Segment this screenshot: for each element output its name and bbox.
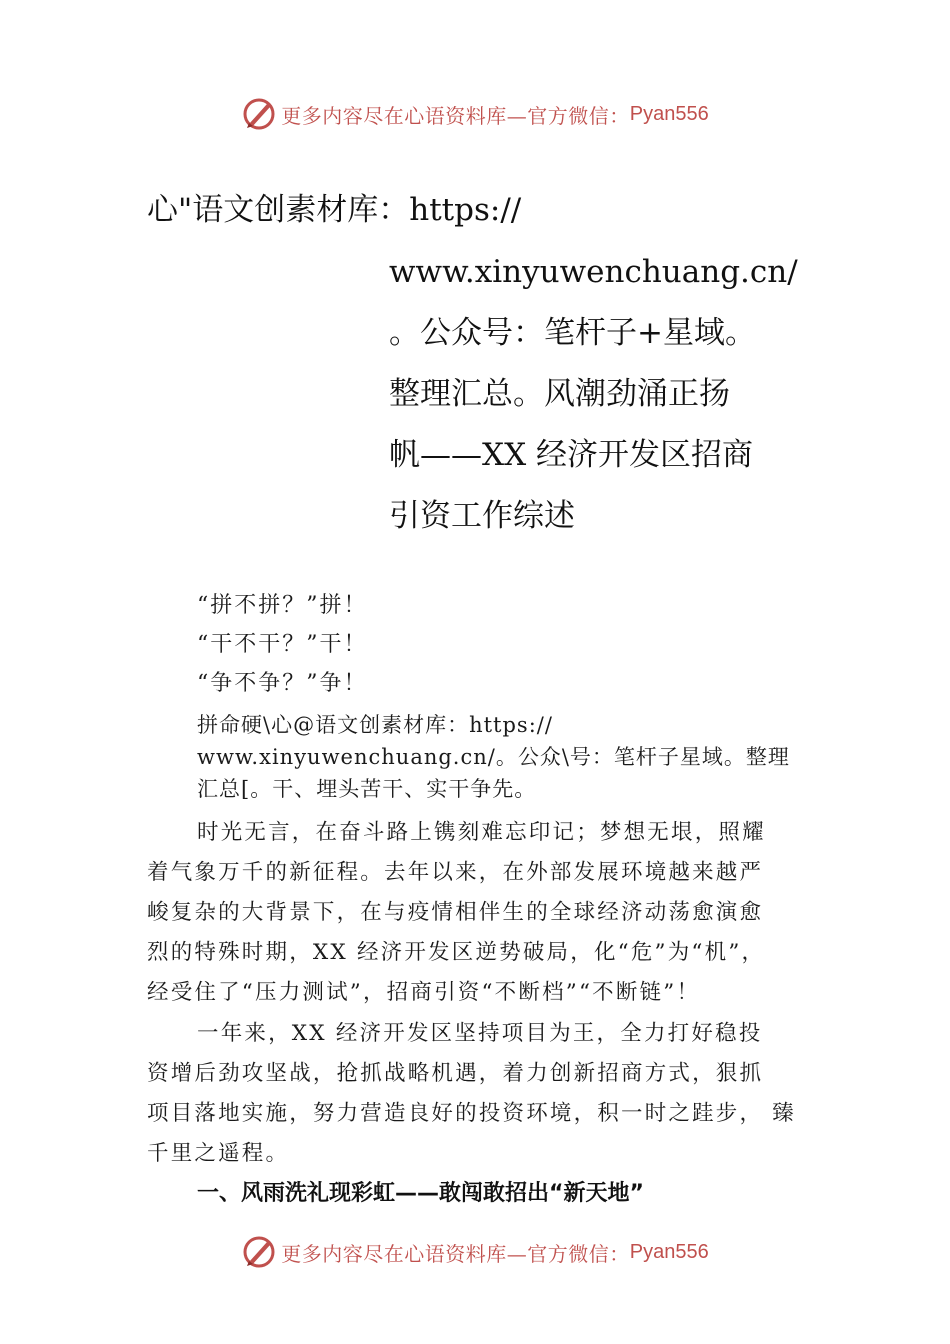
title-line-3: 。公众号：笔杆子+星域。 [389, 315, 756, 351]
banner-wechat-id: Pyan556 [629, 1240, 709, 1263]
section-heading-1: 一、风雨洗礼现彩虹——敢闯敢招出“新天地” [197, 1181, 644, 1206]
banner-wechat-id: Pyan556 [629, 102, 709, 125]
intro-line-3: 汇总[。干、埋头苦干、实干争先。 [197, 777, 537, 801]
pen-logo-icon [241, 96, 277, 132]
title-line-5: 帆——XX 经济开发区招商 [389, 437, 753, 473]
paragraph1-line-3: 峻复杂的大背景下，在与疫情相伴生的全球经济动荡愈演愈 [147, 900, 764, 925]
banner-text: 更多内容尽在心语资料库—官方微信： [281, 103, 630, 128]
paragraph2-line-4: 千里之遥程。 [147, 1141, 290, 1166]
title-line-2: www.xinyuwenchuang.cn/ [389, 254, 798, 290]
intro-line-1: 拼命硬\心@语文创素材库：https:// [197, 713, 553, 737]
paragraph1-line-2: 着气象万千的新征程。去年以来，在外部发展环境越来越严 [147, 860, 764, 885]
title-line-6: 引资工作综述 [389, 498, 575, 534]
quote-line-2: “干不干？”干！ [197, 632, 368, 657]
intro-line-2: www.xinyuwenchuang.cn/。公众\号：笔杆子星域。整理 [197, 745, 790, 769]
quote-line-1: “拼不拼？”拼！ [197, 593, 368, 618]
title-line-1: 心"语文创素材库：https:// [147, 192, 522, 228]
pen-logo-icon [241, 1234, 277, 1270]
header-watermark-banner [0, 94, 950, 134]
quote-line-3: “争不争？”争！ [197, 671, 368, 696]
paragraph1-line-4: 烈的特殊时期，XX 经济开发区逆势破局，化“危”为“机”， [147, 940, 766, 965]
title-line-4: 整理汇总。风潮劲涌正扬 [389, 376, 730, 412]
paragraph2-line-2: 资增后劲攻坚战，抢抓战略机遇，着力创新招商方式，狠抓 [147, 1061, 764, 1086]
paragraph1-line-5: 经受住了“压力测试”，招商引资“不断档”“不断链”！ [147, 980, 701, 1005]
banner-text: 更多内容尽在心语资料库—官方微信： [281, 1241, 630, 1266]
footer-watermark-banner [0, 1232, 950, 1272]
paragraph1-line-1: 时光无言，在奋斗路上镌刻难忘印记；梦想无垠，照耀 [197, 820, 766, 845]
paragraph2-line-3: 项目落地实施，努力营造良好的投资环境，积一时之跬步， 臻 [147, 1101, 796, 1126]
paragraph2-line-1: 一年来，XX 经济开发区坚持项目为王，全力打好稳投 [197, 1021, 763, 1046]
